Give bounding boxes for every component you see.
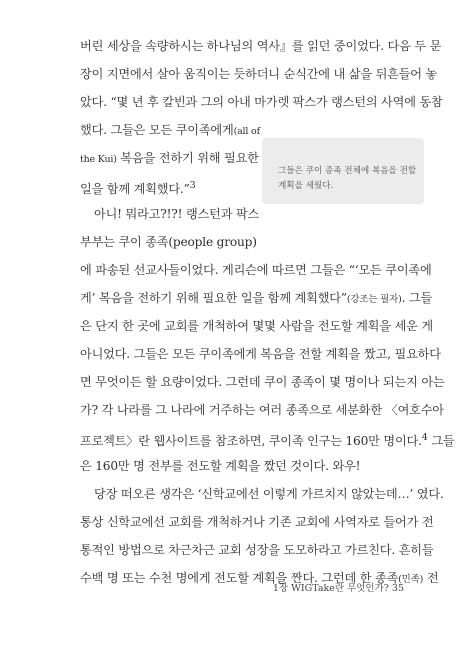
english-note: (all of [233,126,260,137]
text: 그들 [427,434,455,449]
text: 장이 지면에서 살아 움직이는 듯하더니 순식간에 내 삶을 뒤흔들어 놓 [80,67,438,81]
text: 에 파송된 선교사들이었다. 게리슨에 따르면 그들은 “‘모든 쿠이족에 [80,263,432,277]
text: 통적인 방법으로 차근차근 교회 성장을 도모하라고 가르친다. 흔히들 [80,543,434,557]
body-line-3 [80,94,443,110]
footnote-ref: 4 [421,432,428,443]
text: 아니었다. 그들은 모든 쿠이족에게 복음을 전할 계획을 짰고, 필요하다 [80,347,441,361]
text: 버린 세상을 속량하시는 하나님의 역사』를 읽던 중이었다. 다음 두 문 [80,39,442,53]
text: 수백 명 또는 수천 명에게 전도할 계획을 짠다. 그런데 한 종족 [80,571,399,585]
pull-quote-text: 그들은 쿠이 종족 전체에 복음을 전할 계획을 세웠다. [278,166,417,191]
footnote-ref: 3 [189,180,196,191]
page-footer: 1장 WIGTake란 무엇인가? 35 [272,583,404,594]
parenthetical-note: (민족) [398,574,424,585]
body-line-13 [80,374,444,390]
text: 복음을 전하기 위해 필요한 [116,151,259,165]
text: 가? 각 나라를 그 나라에 거주하는 여러 종족으로 세분화한 〈여호수아 [80,403,444,417]
body-line-17 [94,486,444,502]
text: 게’ 복음을 전하기 위해 필요한 일을 함께 계획했다” [80,291,347,305]
body-line-14 [80,402,444,418]
body-line-19 [80,542,433,558]
body-line-4 [80,122,260,140]
body-line-7 [94,206,259,222]
text: . 그들 [401,291,433,305]
body-line-10 [80,290,432,308]
text: 은 단지 한 곳에 교회를 개척하여 몇몇 사람을 전도할 계획을 세운 게 [80,319,433,333]
body-line-8 [80,234,257,250]
pull-quote-box [262,138,424,204]
text: 면 무엇이든 할 요량이었다. 그런데 쿠이 종족이 몇 명이나 되는지 아는 [80,375,445,389]
emphasis-note: (강조는 필자) [346,294,402,305]
body-line-15 [80,430,454,449]
body-line-18 [80,514,433,530]
text: 아니! 뭐라고?!?! 랭스턴과 팍스 [94,207,260,221]
body-line-5 [80,150,259,168]
body-line-16 [80,458,360,474]
english-note: the Kui) [80,154,117,165]
text: 했다. 그들은 모든 쿠이족에게 [80,123,234,137]
text: 부부는 쿠이 종족(people group) [80,235,257,249]
body-line-12 [80,346,441,362]
body-line-2 [80,66,437,82]
text: 통상 신학교에선 교회를 개척하거나 기존 교회에 사역자로 들어가 전 [80,515,434,529]
text: 일을 함께 계획했다.” [80,182,190,197]
text: 았다. “몇 년 후 칼빈과 그의 아내 마가렛 팍스가 랭스턴의 사역에 동참 [80,95,443,109]
text: 당장 떠오른 생각은 ‘신학교에선 이렇게 가르치지 않았는데…’ 였다. [94,487,444,501]
body-line-9 [80,262,432,278]
text: 전 [423,571,439,585]
body-line-11 [80,318,433,334]
body-line-6 [80,178,196,197]
body-line-1 [80,38,441,54]
text: 은 160만 명 전부를 전도할 계획을 짰던 것이다. 와우! [80,459,361,473]
text: 프로젝트〉란 웹사이트를 참조하면, 쿠이족 인구는 160만 명이다. [80,434,422,449]
